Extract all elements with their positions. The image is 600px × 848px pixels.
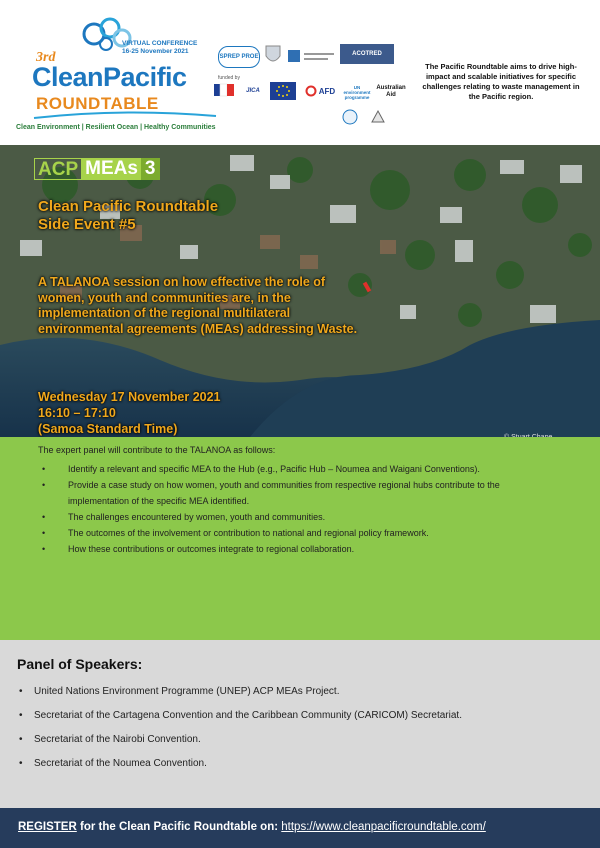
list-item: • United Nations Environment Programme (UNEP) ACP MEAs Project. — [0, 686, 462, 710]
un-environment-logo — [342, 80, 372, 104]
clean-pacific-logo — [18, 10, 218, 122]
list-item: • Secretariat of the Noumea Convention. — [0, 758, 462, 782]
header — [0, 0, 600, 145]
list-item: • The challenges encountered by women, youth and communities. — [20, 509, 540, 525]
talanoa-list — [20, 461, 540, 557]
meas-number: 3 — [141, 158, 160, 180]
un-environment-label: UN environment programme — [343, 84, 371, 100]
afd-label: AFD — [318, 86, 336, 96]
registration-url-link[interactable]: https://www.cleanpacificroundtable.com/ — [281, 821, 486, 833]
france-flag-icon — [214, 82, 234, 100]
jica-label: JICA — [246, 88, 260, 94]
conference-dates — [122, 40, 197, 56]
logo-title: CleanPacific — [32, 62, 187, 92]
eu-stars-icon — [270, 82, 296, 100]
logo-ordinal: 3rd — [36, 50, 56, 65]
jica-logo — [240, 82, 266, 100]
small-partner-logo-2 — [368, 108, 388, 126]
afd-ring-icon — [305, 85, 317, 97]
crest-icon — [264, 44, 282, 66]
event-title — [38, 198, 218, 234]
australian-aid-logo — [374, 80, 408, 104]
event-datetime — [38, 389, 221, 437]
acp-label: ACP — [34, 158, 82, 180]
meas-label: MEAs — [82, 158, 141, 180]
new-caledonia-logo — [286, 46, 336, 66]
list-item: • Identify a relevant and specific MEA to the Hub (e.g., Pacific Hub – Noumea and Waigani Conventions). — [20, 461, 540, 477]
conference-label: VIRTUAL CONFERENCE — [122, 40, 198, 47]
register-text: for the Clean Pacific Roundtable on: — [76, 821, 282, 833]
afd-logo — [300, 82, 340, 100]
tagline: Clean Environment | Resilient Ocean | Healthy Communities — [16, 124, 216, 131]
acotred-logo — [340, 44, 394, 64]
list-item: • Provide a case study on how women, youth and communities from respective regional hubs contribute to the implementation of the specific MEA identified. — [20, 477, 540, 509]
talanoa-section — [0, 437, 600, 640]
sprep-label: SPREP PROE — [219, 54, 259, 60]
acotred-label: ACOTRED — [352, 51, 382, 57]
acp-meas-logo — [34, 158, 160, 180]
event-timezone: (Samoa Standard Time) — [38, 422, 178, 436]
hero-banner — [0, 145, 600, 437]
partner-emblem-icon-2 — [368, 108, 388, 126]
logo-subtitle: ROUNDTABLE — [36, 94, 159, 113]
event-description: A TALANOA session on how effective the role of women, youth and communities are, in the implementation of the regional multilateral environmental agreements (MEAs) addressing Waste. — [38, 275, 358, 336]
list-item: • How these contributions or outcomes integrate to regional collaboration. — [20, 541, 540, 557]
speakers-list — [0, 686, 462, 782]
event-title-line2: Side Event #5 — [38, 216, 136, 233]
eu-flag-logo — [270, 82, 296, 100]
speakers-section — [0, 640, 600, 808]
sprep-logo — [218, 46, 260, 68]
register-line — [18, 821, 486, 833]
list-item: • Secretariat of the Cartagena Convention and the Caribbean Community (CARICOM) Secretariat. — [0, 710, 462, 734]
france-logo — [214, 82, 234, 100]
partner-emblem-icon — [340, 108, 360, 126]
funded-by-label: funded by — [218, 75, 240, 81]
small-partner-logo — [340, 108, 360, 126]
australian-aid-label: Australian Aid — [376, 85, 406, 98]
speakers-heading: Panel of Speakers: — [17, 656, 143, 672]
conference-dates-text: 16-25 November 2021 — [122, 48, 189, 55]
register-footer — [0, 808, 600, 848]
roundtable-about: The Pacific Roundtable aims to drive high-impact and scalable initiatives for specific challenges relating to waste management in the Pacific region. — [422, 62, 580, 101]
logo-swoosh — [32, 110, 218, 120]
register-link[interactable]: REGISTER — [18, 821, 77, 833]
list-item: • Secretariat of the Nairobi Convention. — [0, 734, 462, 758]
event-date: Wednesday 17 November 2021 — [38, 390, 221, 404]
event-title-line1: Clean Pacific Roundtable — [38, 198, 219, 215]
government-crest-logo — [264, 44, 282, 66]
event-time: 16:10 – 17:10 — [38, 406, 116, 420]
new-caledonia-icon — [286, 46, 336, 66]
talanoa-intro: The expert panel will contribute to the TALANOA as follows: — [38, 445, 276, 455]
list-item: • The outcomes of the involvement or contribution to national and regional policy framework. — [20, 525, 540, 541]
